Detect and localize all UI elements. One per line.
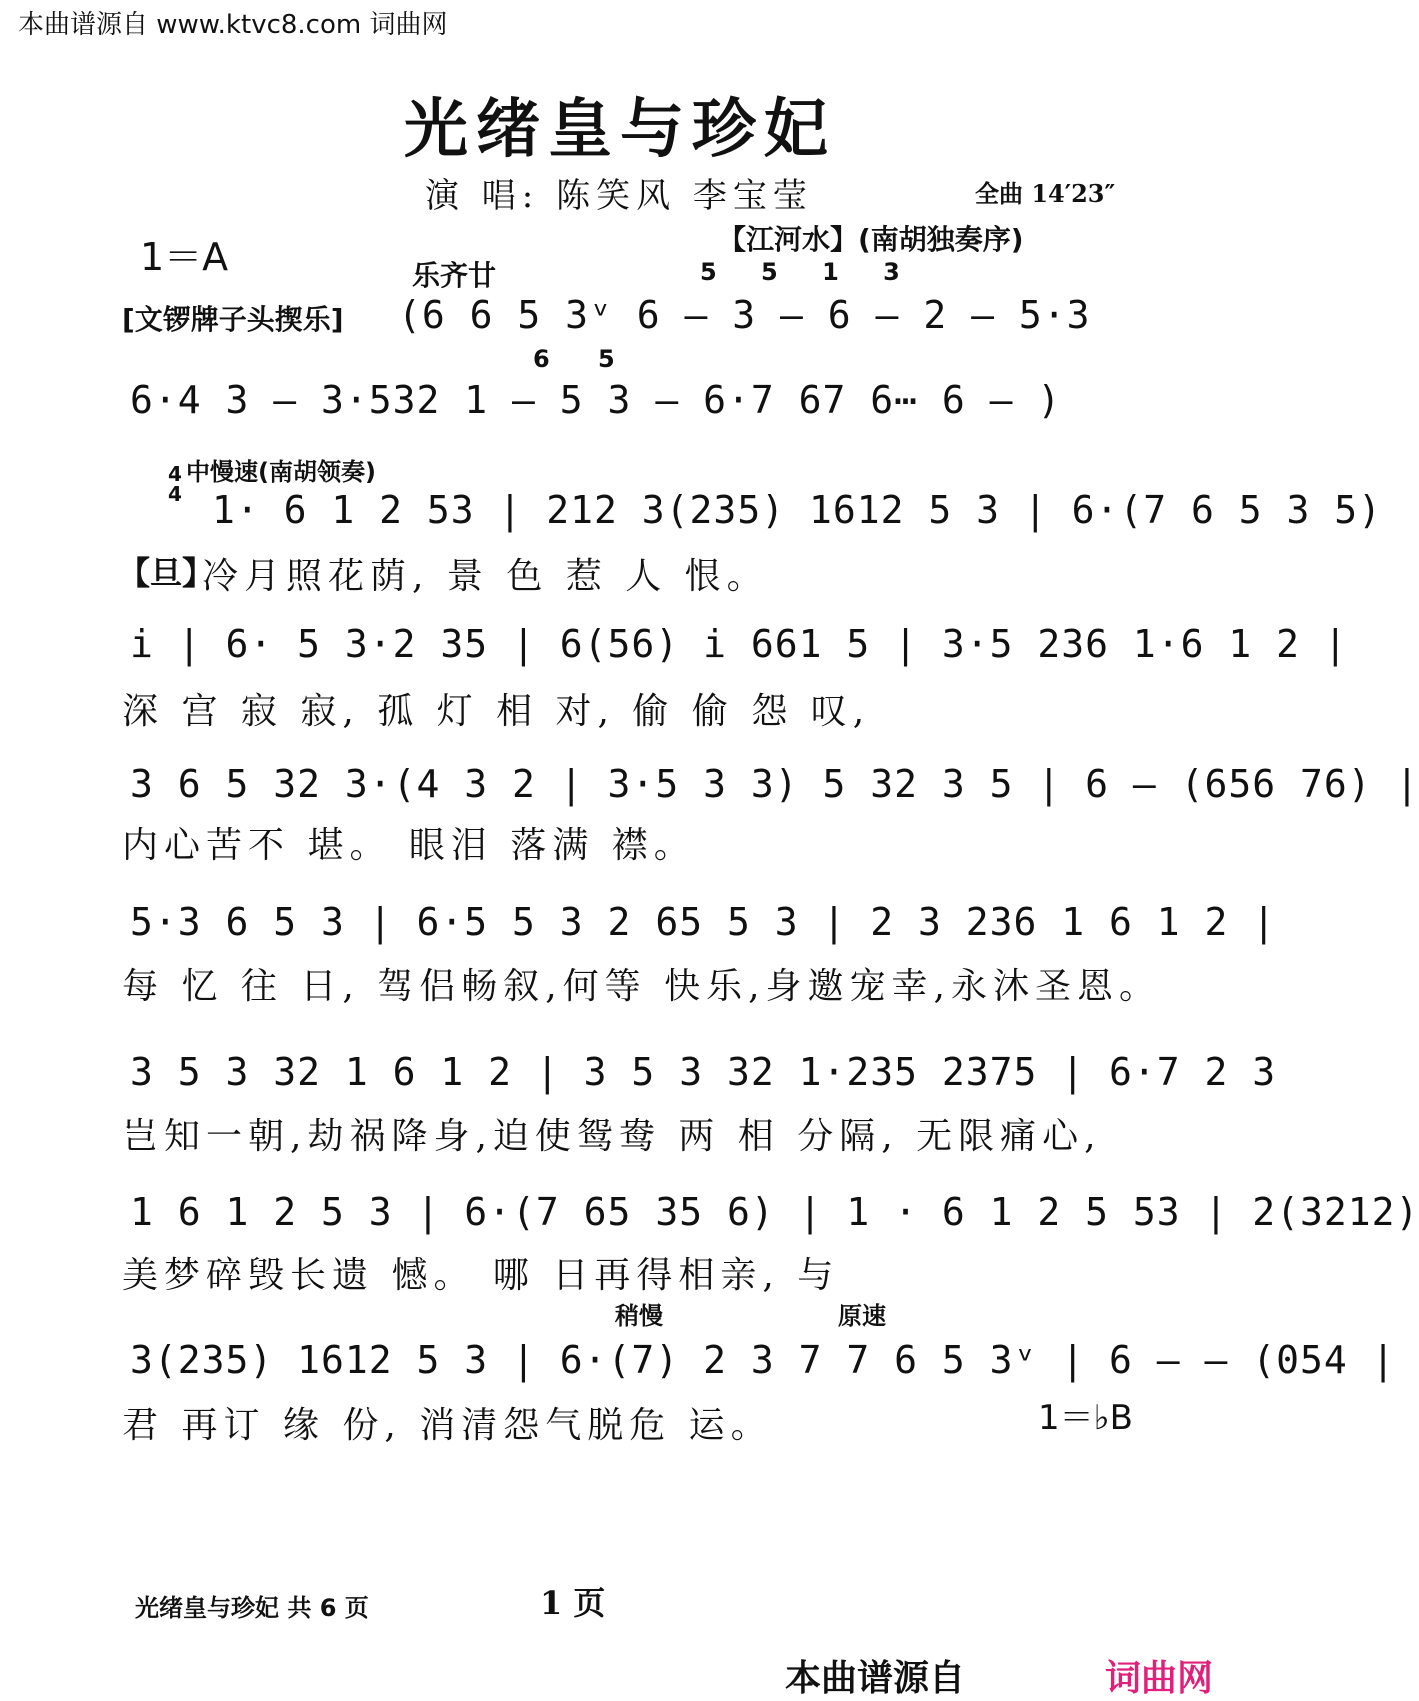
tempo-slower-label: 稍慢 — [615, 1302, 663, 1330]
score-line-4-notes: 5·3 6 5 3 | 6·5 5 3 2 65 5 3 | 2 3 236 1 6 1 2 | — [130, 900, 1277, 944]
score-line-2-notes: i | 6· 5 3·2 35 | 6(56) i 661 5 | 3·5 236 1·6 1 2 | — [130, 622, 1348, 666]
intro-notes-line-2: 6·4 3 — 3·532 1 — 5 3 — 6·7 67 6⋯ 6 — ) — [130, 378, 1062, 422]
section-label: [文锣牌子头揳乐] — [122, 303, 344, 336]
score-line-5-lyrics: 岂知一朝,劫祸降身,迫使鸳鸯 两 相 分隔, 无限痛心, — [122, 1116, 1102, 1157]
score-line-1-notes: 1· 6 1 2 53 | 212 3(235) 1612 5 3 | 6·(7 6 5 3 5) — [212, 488, 1383, 532]
key-signature: 1＝A — [140, 235, 229, 279]
tempo-label: 中慢速(南胡领奏) — [186, 458, 376, 486]
song-title: 光绪皇与珍妃 — [404, 92, 836, 167]
performers: 演 唱: 陈笑风 李宝莹 — [425, 176, 813, 216]
watermark-bottom-left: 本曲谱源自 — [785, 1658, 966, 1699]
score-line-3-lyrics: 内心苦不 堪。 眼泪 落满 襟。 — [122, 825, 696, 866]
watermark-top: 本曲谱源自 www.ktvc8.com 词曲网 — [18, 10, 448, 40]
score-line-2-lyrics: 深 宫 寂 寂, 孤 灯 相 对, 偷 偷 怨 叹, — [122, 691, 871, 732]
score-line-7-lyrics: 君 再订 缘 份, 消清怨气脱危 运。 — [122, 1405, 773, 1446]
score-line-5-notes: 3 5 3 32 1 6 1 2 | 3 5 3 32 1·235 2375 | 6·7 2 3 — [130, 1050, 1277, 1094]
tempo-original-label: 原速 — [838, 1302, 886, 1330]
intro-label: 【江河水】(南胡独奏序) — [718, 223, 1024, 256]
score-line-7-notes: 3(235) 1612 5 3 | 6·(7) 2 3 7 7 6 5 3ᵛ | 6 — — (054 | — [130, 1338, 1396, 1382]
watermark-bottom-right: 词曲网 — [1105, 1658, 1214, 1699]
score-line-1-lyrics: 冷月照花荫, 景 色 惹 人 恨。 — [202, 556, 769, 597]
ensemble-label: 乐齐廿 — [412, 259, 497, 292]
time-signature: 4 4 — [168, 462, 182, 506]
duration: 全曲 14′23″ — [975, 179, 1116, 208]
page-footer: 光绪皇与珍妃 共 6 页 — [135, 1594, 369, 1622]
role-label: 【旦】 — [118, 554, 215, 592]
score-line-4-lyrics: 每 忆 往 日, 驾侣畅叙,何等 快乐,身邀宠幸,永沐圣恩。 — [122, 966, 1161, 1007]
score-line-3-notes: 3 6 5 32 3·(4 3 2 | 3·5 3 3) 5 32 3 5 | 6 — (656 76) | — [130, 762, 1419, 806]
score-line-6-notes: 1 6 1 2 5 3 | 6·(7 65 35 6) | 1 · 6 1 2 5 53 | 2(3212) — [130, 1190, 1419, 1234]
intro-grace-notes-2: 6 5 — [533, 345, 635, 373]
key-change: 1＝♭B — [1038, 1398, 1133, 1438]
intro-grace-notes-1: 5 5 1 3 — [700, 258, 918, 286]
score-line-6-lyrics: 美梦碎毁长遗 憾。 哪 日再得相亲, 与 — [122, 1255, 840, 1296]
page-number: 1 页 — [540, 1584, 606, 1622]
intro-notes-line-1: (6 6 5 3ᵛ 6 — 3 — 6 — 2 — 5·3 — [398, 293, 1091, 337]
